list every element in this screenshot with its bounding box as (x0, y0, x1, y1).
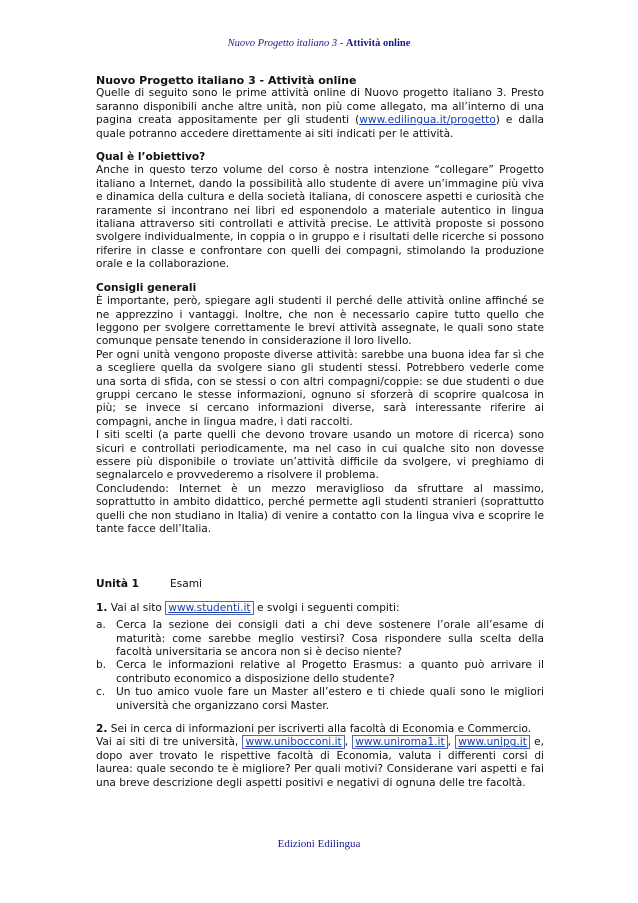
header-title: Nuovo Progetto italiano 3 - (227, 38, 346, 49)
page-title: Nuovo Progetto italiano 3 - Attività online (96, 74, 357, 87)
objective-heading: Qual è l’obiettivo? (96, 151, 206, 164)
advice-paragraph-4: Concludendo: Internet è un mezzo meraviglioso da sfruttare al massimo, soprattutto in ambito didattico, perché permette agli studenti stranieri (soprattutto quelli che non studiano in Italia) di venire a contatto con la lingua viva e scoprire le tante facce dell’Italia. (96, 482, 544, 535)
task-1 (96, 602, 544, 615)
task-2-text-after: e, dopo aver trovato le rispettive facoltà di Economia, valuta i differenti corsi di laurea: quale secondo te è migliore? Per quali motivi? Considerane vari aspetti e fai una breve descrizione degli aspetti positivi e negativi di ognuna delle tre facoltà. (96, 736, 544, 789)
task-1-text-after: e svolgi i seguenti compiti: (253, 601, 400, 614)
task-2-line-1: Sei in cerca di informazioni per iscriverti alla facoltà di Economia e Commercio. (107, 723, 532, 736)
edilingua-link[interactable]: www.edilingua.it/progetto (359, 114, 496, 127)
main-content (96, 74, 544, 790)
list-item-text: Cerca le informazioni relative al Progetto Erasmus: a quanto può arrivare il contributo economico a disposizione dello studente? (116, 659, 544, 685)
separator: , (447, 736, 456, 749)
advice-heading: Consigli generali (96, 281, 197, 294)
task-2-text-before: Vai ai siti di tre università, (96, 736, 243, 749)
intro-text-1: Quelle di seguito sono le prime attività online di Nuovo progetto italiano 3. Presto saranno disponibili anche altre unità, non più come allegato, ma all’interno di una pagina creata appositamente per gli studenti ( (96, 87, 544, 127)
running-header (0, 38, 638, 49)
list-item-mark: a. (96, 619, 106, 632)
list-item (96, 619, 544, 659)
unibocconi-link[interactable]: www.unibocconi.it (242, 735, 344, 749)
list-item (96, 659, 544, 686)
header-title-bold: Attività online (345, 38, 411, 49)
intro-paragraph (96, 87, 544, 141)
list-item-mark: b. (96, 659, 107, 672)
task-1-list (96, 619, 544, 713)
objective-paragraph: Anche in questo terzo volume del corso è nostra intenzione “collegare” Progetto italiano a Internet, dando la possibilità allo studente di avere un’immagine più viva e dinamica della cultura e della società italiana, di conoscere aspetti e curiosità che raramente si incontrano nei libri ed esponendolo a materiale autentico in lingua italiana attraverso siti controllati e attività precise. Le attività proposte si possono svolgere individualmente, in coppia o in gruppo e i risultati delle ricerche si possono riferire in classe e confrontare con quelli dei compagni, stimolando la produzione orale e la collaborazione. (96, 164, 544, 271)
task-1-number: 1. (96, 601, 108, 614)
studenti-link[interactable]: www.studenti.it (165, 601, 253, 615)
advice-paragraph-2: Per ogni unità vengono proposte diverse attività: sarebbe una buona idea far sì che a scegliere quella da svolgere siano gli studenti stessi. Potrebbero vederle come una sorta di sfida, con se stessi o con altri compagni/coppie: se due studenti o due gruppi cercano le stesse informazioni, ognuno si sforzerà di scoprire qualcosa in più; se invece si cercano informazioni diverse, sarà interessante riferire ai compagni, anche in lingua madre, i dati raccolti. (96, 348, 544, 428)
advice-paragraph-3: I siti scelti (a parte quelli che devono trovare usando un motore di ricerca) sono sicuri e controllati periodicamente, ma nel caso in cui qualche sito non dovesse essere più disponibile o troviate un’attività difficile da svolgere, vi preghiamo di segnalarcelo e provvederemo a risolvere il problema. (96, 429, 544, 482)
advice-paragraph-1: È importante, però, spiegare agli studenti il perché delle attività online affinché se ne apprezzino i vantaggi. Inoltre, che non è necessario capire tutto quello che leggono per svolgere correttamente le brevi attività assegnate, le quali sono state comunque pensate tenendo in considerazione il loro livello. (96, 295, 544, 348)
unit-label: Unità 1 (96, 578, 140, 591)
page-footer: Edizioni Edilingua (277, 838, 361, 850)
unit-topic: Esami (170, 578, 202, 591)
task-2 (96, 723, 544, 790)
separator: , (344, 736, 353, 749)
list-item-text: Un tuo amico vuole fare un Master all’estero e ti chiede quali sono le migliori università che organizzano corsi Master. (116, 686, 544, 712)
intro-text-2: ) e dalla quale potranno accedere direttamente ai siti indicati per le attività. (96, 114, 544, 140)
task-2-number: 2. (96, 723, 108, 736)
list-item-mark: c. (96, 686, 106, 699)
list-item-text: Cerca la sezione dei consigli dati a chi deve sostenere l’orale all’esame di maturità: come sarebbe meglio vestirsi? Cosa rispondere sulla scelta della facoltà universitaria se ancora non si è deciso niente? (116, 619, 544, 659)
list-item (96, 686, 544, 713)
unipg-link[interactable]: www.unipg.it (455, 735, 530, 749)
unit-heading (96, 578, 544, 591)
uniroma1-link[interactable]: www.uniroma1.it (352, 735, 447, 749)
task-1-text-before: Vai al sito (107, 601, 166, 614)
